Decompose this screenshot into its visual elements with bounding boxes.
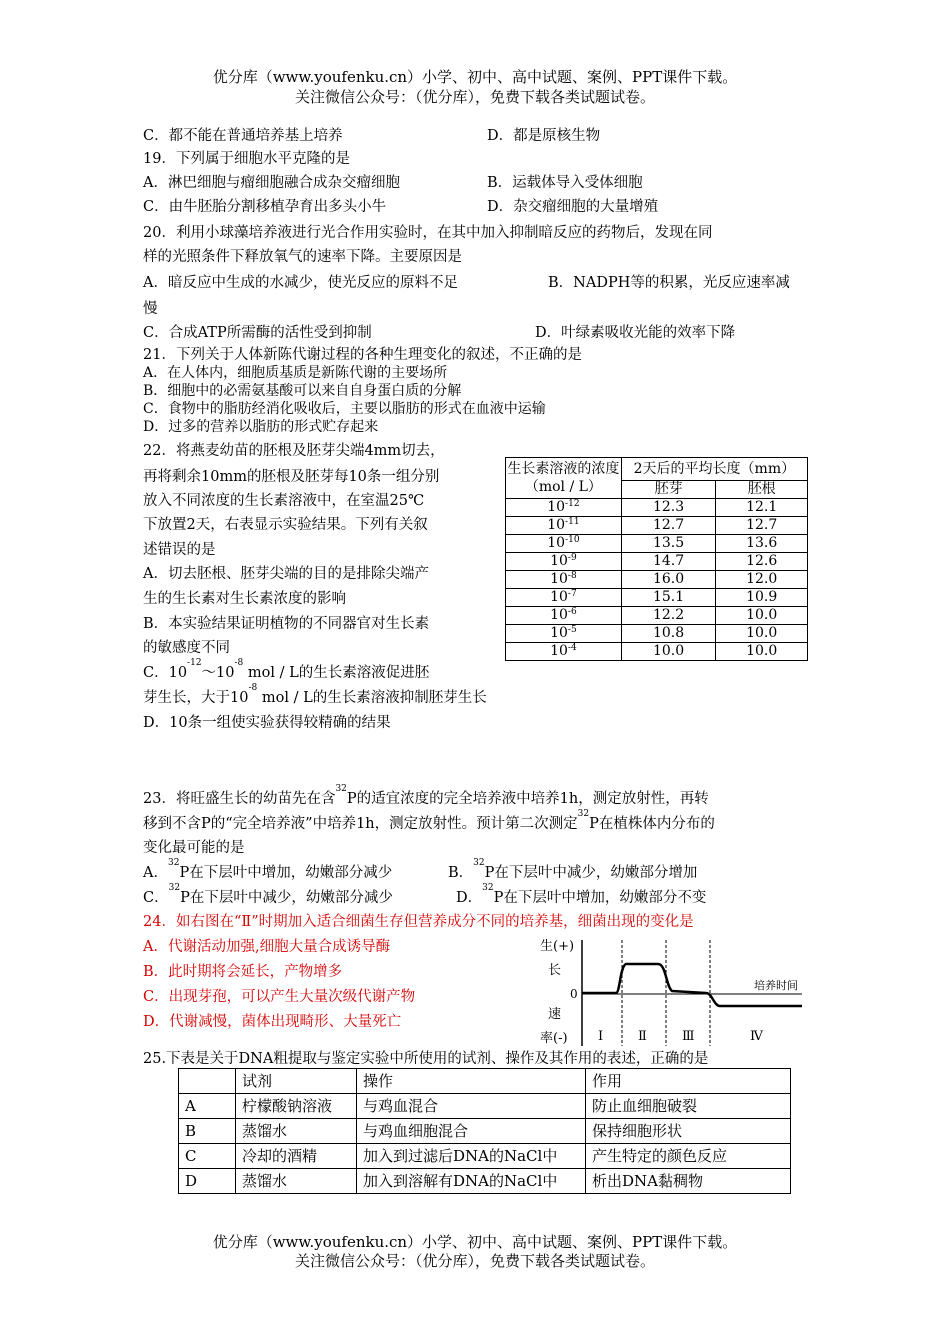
q21-stem: 21．下列关于人体新陈代谢过程的各种生理变化的叙述，不正确的是 <box>143 347 582 363</box>
table-cell: 冷却的酒精 <box>236 1144 357 1169</box>
q21-option-c: C．食物中的脂肪经消化吸收后，主要以脂肪的形式在血液中运输 <box>143 401 546 417</box>
table-row <box>506 553 808 571</box>
root-length-cell: 10.0 <box>716 625 808 643</box>
graph-y-top-label: 生(+) <box>540 939 575 954</box>
table-row <box>179 1094 791 1119</box>
table-cell: 与鸡血细胞混合 <box>357 1119 586 1144</box>
q19-option-c: C．由牛胚胎分割移植孕育出多头小牛 <box>143 199 387 215</box>
concentration-cell: $10^{-7}$ <box>506 589 622 607</box>
dna-extraction-table <box>178 1068 791 1194</box>
table-header-cell: 作用 <box>586 1069 791 1094</box>
table-row <box>506 499 808 517</box>
concentration-cell: $10^{-10}$ <box>506 535 622 553</box>
q19-option-b: B．运载体导入受体细胞 <box>487 175 643 191</box>
root-length-cell: 10.0 <box>716 607 808 625</box>
q21-option-b: B．细胞中的必需氨基酸可以来自自身蛋白质的分解 <box>143 383 462 399</box>
table-row <box>506 571 808 589</box>
root-length-cell: 12.0 <box>716 571 808 589</box>
concentration-cell: $10^{-8}$ <box>506 571 622 589</box>
table-row <box>506 643 808 661</box>
graph-zero-label: 0 <box>570 987 578 1001</box>
q23-stem-3: 变化最可能的是 <box>143 840 245 856</box>
concentration-cell: $10^{-11}$ <box>506 517 622 535</box>
table-cell: 析出DNA黏稠物 <box>586 1169 791 1194</box>
q18-option-d: D．都是原核生物 <box>487 128 601 144</box>
table-head-concentration: 生长素溶液的浓度（mol / L） <box>506 458 622 499</box>
q21-option-a: A．在人体内，细胞质基质是新陈代谢的主要场所 <box>143 365 448 381</box>
bud-length-cell: 12.2 <box>621 607 716 625</box>
table-row <box>506 517 808 535</box>
q24-option-d: D．代谢减慢，菌体出现畸形、大量死亡 <box>143 1014 402 1030</box>
q19-stem: 19．下列属于细胞水平克隆的是 <box>143 151 350 167</box>
header-line-2: 关注微信公众号：（优分库），免费下载各类试题试卷。 <box>294 88 655 106</box>
table-cell: 加入到溶解有DNA的NaCl中 <box>357 1169 586 1194</box>
root-length-cell: 12.7 <box>716 517 808 535</box>
table-cell: 柠檬酸钠溶液 <box>236 1094 357 1119</box>
q23-option-d: D．$^{32}$P在下层叶中增加，幼嫩部分不变 <box>456 883 707 906</box>
q20-option-c: C．合成ATP所需酶的活性受到抑制 <box>143 325 372 341</box>
q20-option-b-cont: 慢 <box>143 301 158 317</box>
q22-stem-4: 下放置2天，右表显示实验结果。下列有关叙 <box>143 517 428 533</box>
q23-option-a: A．$^{32}$P在下层叶中增加，幼嫩部分减少 <box>143 858 393 881</box>
table-cell: 与鸡血混合 <box>357 1094 586 1119</box>
q22-option-c-1: C．$10^{-12}\sim 10^{-8}$ mol / L的生长素溶液促进胚 <box>143 658 430 681</box>
q24-stem: 24．如右图在“Ⅱ”时期加入适合细菌生存但营养成分不同的培养基，细菌出现的变化是 <box>143 914 694 930</box>
table-cell: 产生特定的颜色反应 <box>586 1144 791 1169</box>
concentration-cell: $10^{-6}$ <box>506 607 622 625</box>
q18-option-c: C．都不能在普通培养基上培养 <box>143 128 343 144</box>
graph-phase-4: Ⅳ <box>750 1029 763 1044</box>
q20-stem-1: 20．利用小球藻培养液进行光合作用实验时，在其中加入抑制暗反应的药物后，发现在同 <box>143 225 713 241</box>
q24-option-b: B．此时期将会延长，产物增多 <box>143 964 343 980</box>
table-header-cell: 试剂 <box>236 1069 357 1094</box>
concentration-cell: $10^{-9}$ <box>506 553 622 571</box>
concentration-cell: $10^{-5}$ <box>506 625 622 643</box>
table-cell: A <box>179 1094 236 1119</box>
q23-stem-1: 23．将旺盛生长的幼苗先在含$^{32}$P的适宜浓度的完全培养液中培养1h，测定放射性，再转 <box>143 784 709 807</box>
q22-stem-5: 述错误的是 <box>143 542 216 558</box>
q21-option-d: D．过多的营养以脂肪的形式贮存起来 <box>143 419 379 435</box>
q23-option-c: C．$^{32}$P在下层叶中减少，幼嫩部分减少 <box>143 883 393 906</box>
table-cell: B <box>179 1119 236 1144</box>
root-length-cell: 12.1 <box>716 499 808 517</box>
table-cell: 蒸馏水 <box>236 1169 357 1194</box>
table-head-length: 2天后的平均长度（mm） <box>621 458 807 481</box>
auxin-table <box>505 457 808 661</box>
root-length-cell: 10.9 <box>716 589 808 607</box>
q22-option-a-2: 生的生长素对生长素浓度的影响 <box>143 591 346 607</box>
q20-stem-2: 样的光照条件下释放氧气的速率下降。主要原因是 <box>143 249 462 265</box>
table-cell: 防止血细胞破裂 <box>586 1094 791 1119</box>
table-cell: 加入到过滤后DNA的NaCl中 <box>357 1144 586 1169</box>
root-length-cell: 13.6 <box>716 535 808 553</box>
bud-length-cell: 16.0 <box>621 571 716 589</box>
table-row <box>179 1144 791 1169</box>
table-head-root: 胚根 <box>716 481 808 499</box>
graph-phase-1: Ⅰ <box>598 1029 604 1044</box>
concentration-cell: $10^{-12}$ <box>506 499 622 517</box>
table-row <box>506 625 808 643</box>
table-row <box>179 1169 791 1194</box>
table-row <box>506 535 808 553</box>
concentration-cell: $10^{-4}$ <box>506 643 622 661</box>
q22-option-b-1: B．本实验结果证明植物的不同器官对生长素 <box>143 616 430 632</box>
graph-y-label-2: 长 <box>548 963 562 978</box>
q20-option-a: A．暗反应中生成的水减少，使光反应的原料不足 <box>143 275 458 291</box>
table-header-cell <box>179 1069 236 1094</box>
graph-x-label: 培养时间 <box>754 979 798 992</box>
q23-option-b: B．$^{32}$P在下层叶中减少，幼嫩部分增加 <box>448 858 698 881</box>
graph-phase-3: Ⅲ <box>682 1029 695 1044</box>
table-cell: 保持细胞形状 <box>586 1119 791 1144</box>
q22-option-c-2: 芽生长，大于$10^{-8}$ mol / L的生长素溶液抑制胚芽生长 <box>143 683 487 706</box>
bud-length-cell: 15.1 <box>621 589 716 607</box>
q22-stem-1: 22．将燕麦幼苗的胚根及胚芽尖端4mm切去， <box>143 443 445 459</box>
table-row <box>506 607 808 625</box>
q25-stem: 25.下表是关于DNA粗提取与鉴定实验中所使用的试剂、操作及其作用的表述，正确的是 <box>143 1051 709 1067</box>
q22-option-d: D．10条一组使实验获得较精确的结果 <box>143 715 391 731</box>
table-cell: 蒸馏水 <box>236 1119 357 1144</box>
header-line-1: 优分库（www.youfenku.cn）小学、初中、高中试题、案例、PPT课件下载。 <box>212 68 738 86</box>
q22-stem-3: 放入不同浓度的生长素溶液中，在室温25℃ <box>143 493 425 509</box>
root-length-cell: 12.6 <box>716 553 808 571</box>
bud-length-cell: 10.0 <box>621 643 716 661</box>
q23-stem-2: 移到不含P的“完全培养液”中培养1h，测定放射性。预计第二次测定$^{32}$P在植株体内分布的 <box>143 809 715 832</box>
table-cell: C <box>179 1144 236 1169</box>
bud-length-cell: 14.7 <box>621 553 716 571</box>
q20-option-b: B．NADPH等的积累，光反应速率减 <box>548 275 790 291</box>
table-row <box>179 1119 791 1144</box>
q20-option-d: D．叶绿素吸收光能的效率下降 <box>535 325 736 341</box>
q19-option-d: D．杂交瘤细胞的大量增殖 <box>487 199 659 215</box>
table-header-cell: 操作 <box>357 1069 586 1094</box>
graph-y-label-3: 速 <box>548 1007 562 1022</box>
q22-option-b-2: 的敏感度不同 <box>143 640 230 656</box>
q24-option-c: C．出现芽孢，可以产生大量次级代谢产物 <box>143 989 416 1005</box>
footer-line-1: 优分库（www.youfenku.cn）小学、初中、高中试题、案例、PPT课件下载。 <box>212 1233 738 1251</box>
root-length-cell: 10.0 <box>716 643 808 661</box>
bud-length-cell: 12.7 <box>621 517 716 535</box>
graph-phase-2: Ⅱ <box>638 1029 647 1044</box>
bud-length-cell: 12.3 <box>621 499 716 517</box>
table-row <box>506 589 808 607</box>
q22-option-a-1: A．切去胚根、胚芽尖端的目的是排除尖端产 <box>143 566 429 582</box>
bud-length-cell: 10.8 <box>621 625 716 643</box>
growth-rate-graph <box>540 936 810 1048</box>
q19-option-a: A．淋巴细胞与瘤细胞融合成杂交瘤细胞 <box>143 175 400 191</box>
graph-y-bottom-label: 率(-) <box>540 1031 568 1046</box>
table-cell: D <box>179 1169 236 1194</box>
q24-option-a: A．代谢活动加强,细胞大量合成诱导酶 <box>143 939 391 955</box>
footer-line-2: 关注微信公众号：（优分库），免费下载各类试题试卷。 <box>294 1252 655 1270</box>
table-head-bud: 胚芽 <box>621 481 716 499</box>
q22-stem-2: 再将剩余10mm的胚根及胚芽每10条一组分别 <box>143 469 440 485</box>
bud-length-cell: 13.5 <box>621 535 716 553</box>
